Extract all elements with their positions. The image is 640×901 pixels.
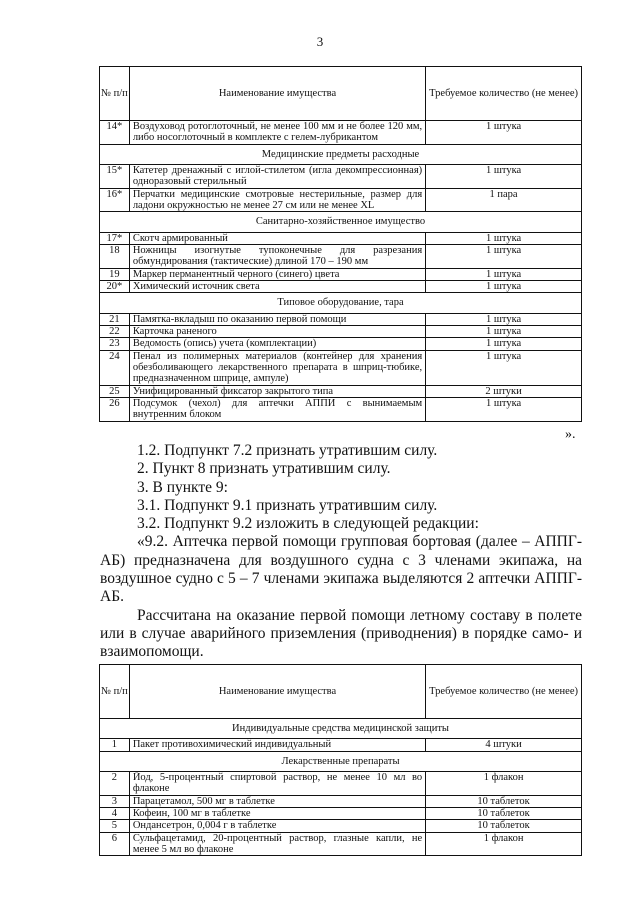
section-title: Лекарственные препараты: [100, 751, 582, 771]
item-name: Маркер перманентный черного (синего) цвета: [129, 268, 425, 280]
item-num: 23: [100, 338, 130, 350]
item-name: Катетер дренажный с иглой-стилетом (игла декомпрессионная) одноразовый стерильный: [129, 164, 425, 188]
paragraph-purpose: Рассчитана на оказание первой помощи летному составу в полете или в случае аварийного приземления (приводнения) в порядке само- и взаимопомощи.: [100, 606, 582, 661]
table-header-row: [100, 665, 582, 719]
table-row: [100, 771, 582, 795]
item-name: Ведомость (опись) учета (комплектации): [129, 338, 425, 350]
item-num: 16*: [100, 188, 130, 212]
item-qty: 1 флакон: [426, 832, 582, 856]
item-qty: 1 флакон: [426, 771, 582, 795]
item-qty: 1 штука: [426, 338, 582, 350]
item-num: 6: [100, 832, 130, 856]
item-name: Йод, 5-процентный спиртовой раствор, не менее 10 мл во флаконе: [129, 771, 425, 795]
table-row: [100, 338, 582, 350]
item-qty: 10 таблеток: [426, 807, 582, 819]
item-name: Перчатки медицинские смотровые нестерильные, размер для ладони окружностью не менее 27 см или не менее XL: [129, 188, 425, 212]
paragraph-3: 3. В пункте 9:: [137, 478, 228, 496]
section-title: Санитарно-хозяйственное имущество: [100, 212, 582, 232]
item-num: 18: [100, 244, 130, 268]
table-row: [100, 832, 582, 856]
item-qty: 1 штука: [426, 244, 582, 268]
item-qty: 1 штука: [426, 350, 582, 385]
table-header-row: [100, 67, 582, 121]
item-num: 2: [100, 771, 130, 795]
table-row: [100, 350, 582, 385]
item-name: Химический источник света: [129, 280, 425, 292]
item-name: Пенал из полимерных материалов (контейнер для хранения обезболивающего лекарственного препарата в шприц-тюбике, предназначенном шприце, ампуле): [129, 350, 425, 385]
table-row: [100, 244, 582, 268]
property-table-1-body: [100, 67, 582, 422]
item-num: 1: [100, 739, 130, 751]
item-num: 22: [100, 325, 130, 337]
item-num: 14*: [100, 121, 130, 145]
table-row: [100, 385, 582, 397]
table-row: [100, 739, 582, 751]
item-qty: 4 штуки: [426, 739, 582, 751]
table-section-row: [100, 751, 582, 771]
paragraph-3-1: 3.1. Подпункт 9.1 признать утратившим силу.: [137, 496, 438, 514]
header-name: Наименование имущества: [129, 665, 425, 719]
header-qty: Требуемое количество (не менее): [426, 665, 582, 719]
item-name: Пакет противохимический индивидуальный: [129, 739, 425, 751]
item-qty: 1 штука: [426, 268, 582, 280]
item-qty: 1 штука: [426, 313, 582, 325]
item-num: 5: [100, 820, 130, 832]
property-table-2-body: [100, 665, 582, 856]
item-name: Ондансетрон, 0,004 г в таблетке: [129, 820, 425, 832]
item-num: 15*: [100, 164, 130, 188]
item-qty: 10 таблеток: [426, 795, 582, 807]
item-qty: 1 штука: [426, 397, 582, 421]
item-qty: 1 штука: [426, 325, 582, 337]
item-num: 17*: [100, 232, 130, 244]
amendment-text: [100, 442, 582, 661]
item-name: Карточка раненого: [129, 325, 425, 337]
closing-quote: ».: [565, 427, 576, 442]
table-row: [100, 232, 582, 244]
paragraph-9-2: «9.2. Аптечка первой помощи групповая бортовая (далее – АППГ-АБ) предназначена для воздушного судна с 3 членами экипажа, на воздушное судно с 5 – 7 членами экипажа выделяются 2 аптечки АППГ-АБ.: [100, 533, 582, 606]
table-row: [100, 807, 582, 819]
paragraph-2: 2. Пункт 8 признать утратившим силу.: [137, 460, 391, 478]
item-num: 24: [100, 350, 130, 385]
table-row: [100, 397, 582, 421]
table-row: [100, 795, 582, 807]
property-table-2: [99, 664, 582, 856]
item-name: Сульфацетамид, 20-процентный раствор, глазные капли, не менее 5 мл во флаконе: [129, 832, 425, 856]
item-qty: 1 штука: [426, 232, 582, 244]
table-row: [100, 313, 582, 325]
section-title: Типовое оборудование, тара: [100, 293, 582, 313]
item-num: 21: [100, 313, 130, 325]
table-row: [100, 268, 582, 280]
paragraph-1-2: 1.2. Подпункт 7.2 признать утратившим силу.: [137, 442, 438, 459]
header-num: № п/п: [100, 665, 130, 719]
section-title: Медицинские предметы расходные: [100, 144, 582, 164]
header-num: № п/п: [100, 67, 130, 121]
table-section-row: [100, 144, 582, 164]
item-qty: 10 таблеток: [426, 820, 582, 832]
item-name: Унифицированный фиксатор закрытого типа: [129, 385, 425, 397]
item-name: Кофеин, 100 мг в таблетке: [129, 807, 425, 819]
item-num: 20*: [100, 280, 130, 292]
table-row: [100, 164, 582, 188]
table-row: [100, 280, 582, 292]
item-name: Скотч армированный: [129, 232, 425, 244]
item-name: Ножницы изогнутые тупоконечные для разрезания обмундирования (тактические) длиной 170 – 190 мм: [129, 244, 425, 268]
item-name: Парацетамол, 500 мг в таблетке: [129, 795, 425, 807]
item-qty: 2 штуки: [426, 385, 582, 397]
item-num: 4: [100, 807, 130, 819]
table-section-row: [100, 719, 582, 739]
item-qty: 1 штука: [426, 164, 582, 188]
item-qty: 1 штука: [426, 280, 582, 292]
table-section-row: [100, 293, 582, 313]
table-row: [100, 820, 582, 832]
table-section-row: [100, 212, 582, 232]
table-row: [100, 121, 582, 145]
item-name: Памятка-вкладыш по оказанию первой помощи: [129, 313, 425, 325]
item-num: 19: [100, 268, 130, 280]
property-table-1: [99, 66, 582, 422]
item-name: Подсумок (чехол) для аптечки АППИ с вынимаемым внутренним блоком: [129, 397, 425, 421]
header-qty: Требуемое количество (не менее): [426, 67, 582, 121]
header-name: Наименование имущества: [129, 67, 425, 121]
item-qty: 1 пара: [426, 188, 582, 212]
paragraph-3-2: 3.2. Подпункт 9.2 изложить в следующей редакции:: [137, 515, 479, 533]
section-title: Индивидуальные средства медицинской защиты: [100, 719, 582, 739]
item-num: 25: [100, 385, 130, 397]
item-num: 3: [100, 795, 130, 807]
item-name: Воздуховод ротоглоточный, не менее 100 мм и не более 120 мм, либо носоглоточный в комплекте с гелем-лубрикантом: [129, 121, 425, 145]
item-num: 26: [100, 397, 130, 421]
item-qty: 1 штука: [426, 121, 582, 145]
page-number: 3: [316, 34, 324, 49]
table-row: [100, 188, 582, 212]
table-row: [100, 325, 582, 337]
